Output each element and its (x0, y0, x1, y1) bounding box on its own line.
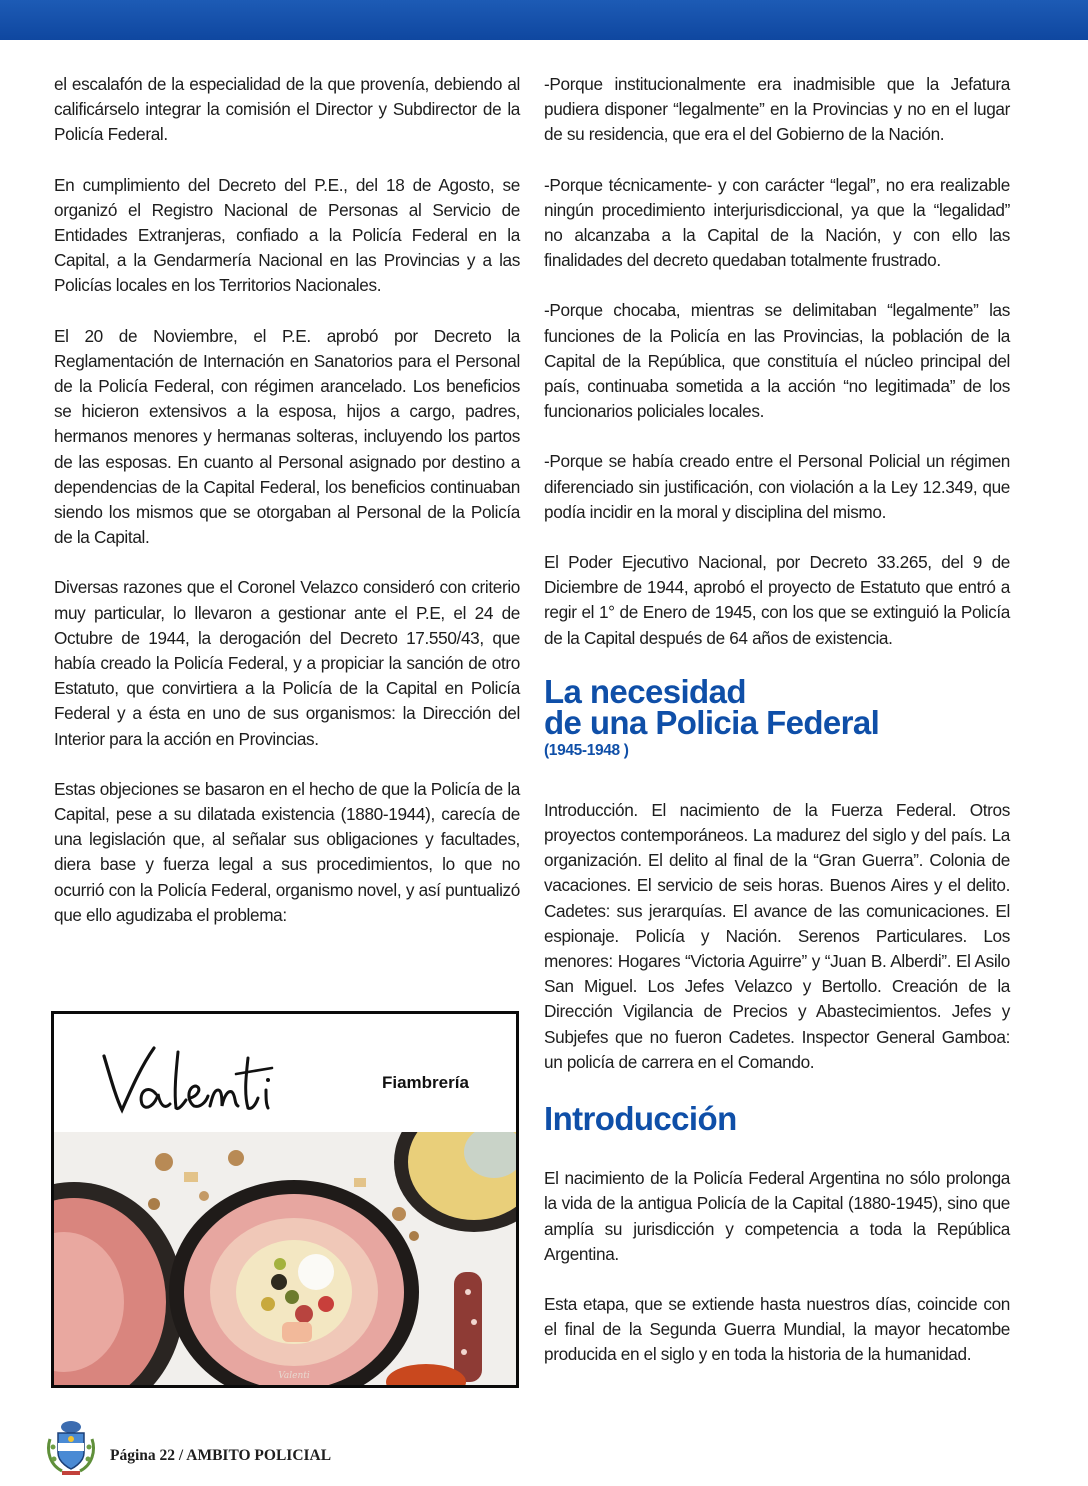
paragraph: Diversas razones que el Coronel Velazco consideró con criterio muy particular, lo llevaron a gestionar ante el P.E, el 24 de Octubre de 1944, la derogación del Decreto 17.550/43, que había creado la Policía Federal, y a propiciar la sanción de otro Estatuto, que convirtiera a la Policía de la Capital en Policía Federal y a ésta en uno de sus organismos: la Dirección del Interior para la acción en Provincias. (54, 577, 520, 749)
paragraph: Esta etapa, que se extiende hasta nuestros días, coincide con el final de la Segunda Guerra Mundial, la mayor hecatombe producida en el siglo y en toda la historia de la humanidad. (544, 1293, 1010, 1365)
paragraph: -Porque se había creado entre el Personal Policial un régimen diferenciado sin justificación, con violación a la Ley 12.349, que podía incidir en la moral y disciplina del mismo. (544, 451, 1010, 522)
police-seal-icon (44, 1417, 98, 1477)
charcuterie-photo (54, 1132, 516, 1385)
valenti-advertisement (51, 1011, 519, 1388)
paragraph: el escalafón de la especialidad de la que provenía, debiendo al calificárselo integrar la comisión el Director y Subdirector de la Policía Federal. (54, 74, 520, 145)
page-number: Página 22 (110, 1447, 176, 1464)
paragraph: El nacimiento de la Policía Federal Argentina no sólo prolonga la vida de la antigua Policía de la Capital (1880-1945), sino que amplía su jurisdicción y competencia a toda la República Argentina. (544, 1168, 1010, 1264)
paragraph: Estas objeciones se basaron en el hecho de que la Policía de la Capital, pese a su dilatada existencia (1880-1944), carecía de una legislación que, al señalar sus obligaciones y facultades, diera base y fuerza legal a sus procedimientos, lo que no ocurrió con la Policía Federal, organismo novel, y así puntualizó que ello agudizaba el problema: (54, 778, 520, 925)
paragraph: -Porque chocaba, mientras se delimitaban “legalmente” las funciones de la Policía en las Provincias, la población de la Capital de la República, que constituía el núcleo principal del país, continuaba sometida a la acción “no legitimada” de los funcionarios policiales locales. (544, 300, 1010, 422)
intro-heading: Introducción (544, 1100, 737, 1138)
paragraph: El Poder Ejecutivo Nacional, por Decreto 33.265, del 9 de Diciembre de 1944, aprobó el proyecto de Estatuto que entró a regir el 1° de Enero de 1945, con los que se extinguió la Policía de la Capital después de 64 años de existencia. (544, 552, 1010, 648)
ad-label: Fiambrería (382, 1073, 469, 1092)
paragraph: -Porque técnicamente- y con carácter “legal”, no era realizable ningún procedimiento interjurisdiccional, ya que la “legalidad” no alcanzaba a la Capital de la Nación, y con ello las finalidades del decreto quedaban totalmente frustrado. (544, 174, 1010, 271)
paragraph: -Porque institucionalmente era inadmisible que la Jefatura pudiera disponer “legalmente” en la Provincias y no en el lugar de su residencia, que era el del Gobierno de la Nación. (544, 74, 1010, 145)
section-heading (544, 672, 1010, 741)
section-heading-line2: de una Policia Federal (544, 703, 880, 741)
top-banner (0, 0, 1088, 40)
right-column (544, 72, 1010, 1393)
section-summary: Introducción. El nacimiento de la Fuerza Federal. Otros proyectos contemporáneos. La madurez del siglo y del país. La organización. El delito al final de la “Gran Guerra”. Colonia de vacaciones. El servicio de seis horas. Buenos Aires y el delito. Cadetes: sus jerarquías. El avance de las comunicaciones. El espionaje. Policía y Nación. Serenos Particulares. Los menores: Hogares “Victoria Aguirre” y “Juan B. Alberdi”. El Asilo San Miguel. Los Jefes Velazco y Bertollo. Creación de la Dirección Vigilancia de Precios y Abastecimientos. Jefes y Subjefes que no fueron Cadetes. Inspector General Gamboa: un policía de carrera en el Comando. (544, 799, 1010, 1072)
paragraph: El 20 de Noviembre, el P.E. aprobó por Decreto la Reglamentación de Internación en Sanatorios para el Personal de la Policía Federal, con régimen arancelado. Los beneficios se hicieron extensivos a la esposa, hijos a cargo, padres, hermanos menores y hermanas solteras, incluyendo los partos de las esposas. En cuanto al Personal asignado por destino a dependencias de la Capital Federal, los beneficios continuaban siendo los mismos que se otorgaban al Personal de la Policía de la Capital. (54, 325, 520, 548)
section-subheading: (1945-1948 ) (544, 741, 629, 759)
left-column (54, 72, 520, 953)
paragraph: En cumplimiento del Decreto del P.E., del 18 de Agosto, se organizó el Registro Nacional de Personas al Servicio de Entidades Extranjeras, confiado a la Policía Federal en la Capital, a la Gendarmería Nacional en las Provincias y a las Policías locales en los Territorios Nacionales. (54, 174, 520, 296)
section-heading-line1: La necesidad (544, 672, 746, 710)
valenti-logo (98, 1040, 278, 1120)
publication-name: AMBITO POLICIAL (186, 1447, 332, 1464)
page-footer (110, 1447, 331, 1465)
footer-separator: / (178, 1447, 184, 1464)
plate-brand-mark: Valenti (278, 1371, 310, 1381)
